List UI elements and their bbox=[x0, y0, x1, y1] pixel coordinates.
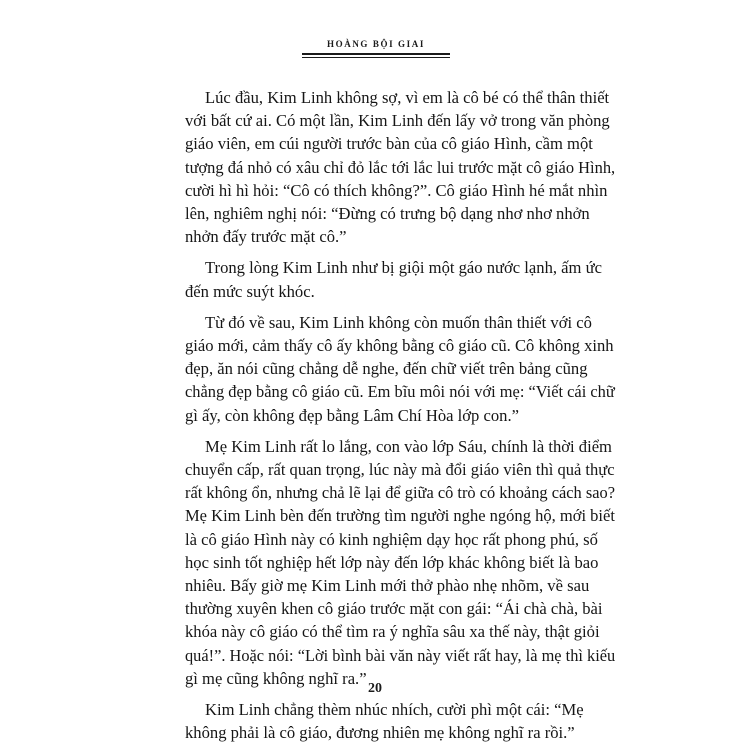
paragraph bbox=[185, 435, 615, 690]
paragraph bbox=[185, 311, 615, 427]
text-line: thường xuyên khen cô giáo trước mặt con gái: “Ái chà chà, bài bbox=[185, 599, 603, 619]
text-line: đẹp, ăn nói cũng chẳng dễ nghe, đến chữ viết trên bảng cũng bbox=[185, 359, 588, 379]
paragraph bbox=[185, 256, 615, 302]
text-line: lên, nghiêm nghị nói: “Đừng có trưng bộ dạng nhơ nhơ nhởn bbox=[185, 204, 590, 224]
text-line: Mẹ Kim Linh rất lo lắng, con vào lớp Sáu, chính là thời điểm bbox=[205, 436, 612, 456]
text-line: Mẹ Kim Linh bèn đến trường tìm người nghe ngóng hộ, mới biết bbox=[185, 506, 615, 526]
text-line: không phải là cô giáo, đương nhiên mẹ không nghĩ ra rồi.” bbox=[185, 723, 575, 743]
text-line: rất không ổn, nhưng chả lẽ lại để giữa cô trò có khoảng cách sao? bbox=[185, 483, 615, 503]
text-line: chẳng đẹp bằng cô giáo cũ. Em bĩu môi nói với mẹ: “Viết cái chữ bbox=[185, 382, 615, 402]
text-line: nhiêu. Bấy giờ mẹ Kim Linh mới thở phào nhẹ nhõm, về sau bbox=[185, 576, 590, 596]
text-line: Kim Linh chẳng thèm nhúc nhích, cười phì một cái: “Mẹ bbox=[205, 700, 584, 720]
text-line: với bất cứ ai. Có một lần, Kim Linh đến lấy vở trong văn phòng bbox=[185, 111, 610, 131]
text-line: chuyển cấp, rất quan trọng, lúc này mà đổi giáo viên thì quả thực bbox=[185, 460, 615, 480]
body-text bbox=[185, 86, 615, 750]
text-line: khóa này cô giáo có thể tìm ra ý nghĩa sâu xa thế này, thật giỏi bbox=[185, 622, 600, 642]
text-line: cười hì hì hỏi: “Cô có thích không?”. Cô giáo Hình hé mắt nhìn bbox=[185, 180, 608, 200]
running-header bbox=[302, 38, 450, 58]
header-rule-thick bbox=[302, 53, 450, 55]
text-line: Từ đó về sau, Kim Linh không còn muốn thân thiết với cô bbox=[205, 312, 592, 332]
text-line: là cô giáo Hình này có kinh nghiệm dạy học rất phong phú, số bbox=[185, 529, 598, 549]
text-line: giáo viên, em cúi người trước bàn của cô giáo Hình, cầm một bbox=[185, 134, 593, 154]
text-line: Trong lòng Kim Linh như bị giội một gáo nước lạnh, ấm ức bbox=[205, 258, 602, 278]
text-line: Lúc đầu, Kim Linh không sợ, vì em là cô bé có thể thân thiết bbox=[205, 88, 610, 107]
page-number: 20 bbox=[368, 681, 382, 696]
text-line: giáo mới, cảm thấy cô ấy không bằng cô giáo cũ. Cô không xinh bbox=[185, 336, 614, 356]
text-line: tượng đá nhỏ có xâu chỉ đỏ lắc tới lắc lui trước mặt cô giáo Hình, bbox=[185, 157, 616, 177]
text-line: gì ấy, còn không đẹp bằng Lâm Chí Hòa lớp con.” bbox=[185, 405, 519, 425]
paragraph bbox=[185, 698, 615, 744]
text-line: đến mức suýt khóc. bbox=[185, 281, 315, 301]
paragraph bbox=[185, 86, 615, 248]
running-header-title: HOÀNG BỘI GIAI bbox=[327, 39, 425, 49]
text-line: quá!”. Hoặc nói: “Lời bình bài văn này viết rất hay, là mẹ thì kiếu bbox=[185, 645, 616, 665]
header-rule-thin bbox=[302, 57, 450, 58]
text-line: nhởn đấy trước mặt cô.” bbox=[185, 227, 347, 247]
text-line: học sinh tốt nghiệp hết lớp này đến lớp khác không biết là bao bbox=[185, 552, 599, 572]
text-line: gì mẹ cũng không nghĩ ra.” bbox=[185, 668, 367, 688]
